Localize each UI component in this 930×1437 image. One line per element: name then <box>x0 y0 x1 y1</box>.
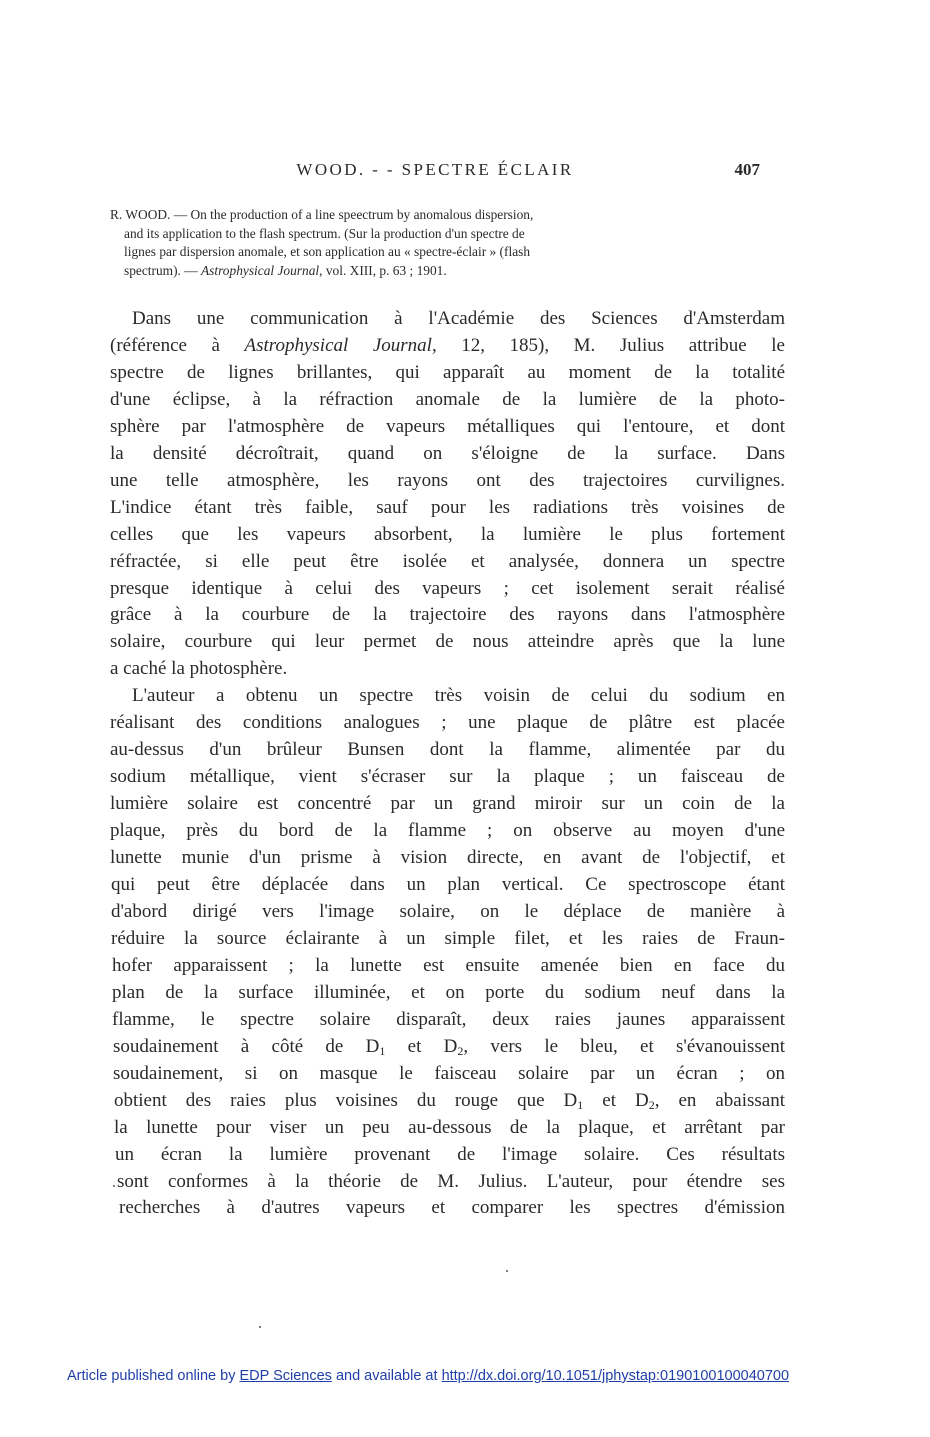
body-line: la lunette pour viser un peu au-dessous de la plaque, et arrêtant par <box>114 1116 785 1138</box>
body-line: d'abord dirigé vers l'image solaire, on le déplace de manière à <box>111 900 785 922</box>
body-line: une telle atmosphère, les rayons ont des trajectoires curvilignes. <box>110 469 785 491</box>
body-line: lumière solaire est concentré par un grand miroir sur un coin de la <box>110 793 785 815</box>
body-line: L'auteur a obtenu un spectre très voisin de celui du sodium en <box>132 685 785 707</box>
body-line: lunette munie d'un prisme à vision directe, en avant de l'objectif, et <box>110 847 785 869</box>
body-line: sodium métallique, vient s'écraser sur la plaque ; un faisceau de <box>110 766 785 788</box>
footer-middle: and available at <box>331 1368 442 1384</box>
body-line: réfractée, si elle peut être isolée et analysée, donnera un spectre <box>110 550 785 572</box>
scan-speck <box>506 1270 508 1272</box>
doi-link[interactable]: http://dx.doi.org/10.1051/jphystap:0190100100040700 <box>441 1368 790 1384</box>
body-line: soudainement à côté de $D_1$ et $D_2$, vers le bleu, et s'évanouissent <box>113 1035 785 1058</box>
body-line: réalisant des conditions analogues ; une plaque de plâtre est placée <box>110 712 785 734</box>
body-line: sont conformes à la théorie de M. Julius. L'auteur, pour étendre ses <box>117 1170 785 1192</box>
body-line: d'une éclipse, à la réfraction anomale de la lumière de la photo- <box>110 388 785 410</box>
publisher-link[interactable]: EDP Sciences <box>239 1368 332 1384</box>
body-line: plan de la surface illuminée, et on porte du sodium neuf dans la <box>112 981 785 1003</box>
body-line: la densité décroîtrait, quand on s'éloigne de la surface. Dans <box>110 442 785 464</box>
body-line: réduire la source éclairante à un simple filet, et les raies de Fraun- <box>111 927 785 949</box>
body-line: flamme, le spectre solaire disparaît, deux raies jaunes apparaissent <box>112 1008 785 1030</box>
journal-title: Astrophysical Journal <box>200 262 320 278</box>
running-head <box>110 160 760 182</box>
scan-speck <box>259 1326 261 1328</box>
publication-footer <box>67 1368 789 1384</box>
body-line: qui peut être déplacée dans un plan vertical. Ce spectroscope étant <box>111 874 785 896</box>
body-line: spectre de lignes brillantes, qui apparaît au moment de la totalité <box>110 361 785 383</box>
page-number: 407 <box>734 160 760 179</box>
reference-line: R. WOOD. — On the production of a line speectrum by anomalous dispersion, <box>110 207 534 222</box>
body-line: solaire, courbure qui leur permet de nous atteindre après que la lune <box>110 631 785 653</box>
body-line: a caché la photosphère. <box>110 658 288 680</box>
body-line: recherches à d'autres vapeurs et comparer les spectres d'émission <box>119 1197 785 1219</box>
body-line: presque identique à celui des vapeurs ; cet isolement serait réalisé <box>110 577 785 599</box>
body-line: L'indice étant très faible, sauf pour les radiations très voisines de <box>110 496 785 518</box>
reference-line: and its application to the flash spectrum. (Sur la production d'un spectre de <box>124 225 525 241</box>
reference-line: lignes par dispersion anomale, et son application au « spectre-éclair » (flash <box>124 244 531 259</box>
body-line: soudainement, si on masque le faisceau solaire par un écran ; on <box>113 1062 785 1084</box>
scan-speck <box>113 1185 115 1187</box>
body-line: Dans une communication à l'Académie des Sciences d'Amsterdam <box>132 308 785 329</box>
bibliographic-reference <box>110 206 762 280</box>
body-line: un écran la lumière provenant de l'image solaire. Ces résultats <box>115 1143 785 1165</box>
running-title: WOOD. - - SPECTRE ÉCLAIR <box>296 160 574 179</box>
reference-line: spectrum). — Astrophysical Journal, vol. XIII, p. 63 ; 1901. <box>124 262 447 278</box>
body-line: sphère par l'atmosphère de vapeurs métalliques qui l'entoure, et dont <box>110 415 785 437</box>
article-body <box>110 306 785 1222</box>
body-line: celles que les vapeurs absorbent, la lumière le plus fortement <box>110 523 785 545</box>
body-line: grâce à la courbure de la trajectoire des rayons dans l'atmosphère <box>110 604 785 626</box>
journal-title: Astrophysical Journal <box>244 334 432 356</box>
footer-prefix: Article published online by <box>67 1368 240 1384</box>
body-line: hofer apparaissent ; la lunette est ensuite amenée bien en face du <box>112 954 785 976</box>
body-line: plaque, près du bord de la flamme ; on observe au moyen d'une <box>110 820 785 842</box>
body-line: (référence à Astrophysical Journal, 12, 185), M. Julius attribue le <box>110 334 785 356</box>
body-line: au-dessus d'un brûleur Bunsen dont la flamme, alimentée par du <box>110 739 785 761</box>
body-line: obtient des raies plus voisines du rouge que $D_1$ et $D_2$, en abaissant <box>114 1089 786 1112</box>
